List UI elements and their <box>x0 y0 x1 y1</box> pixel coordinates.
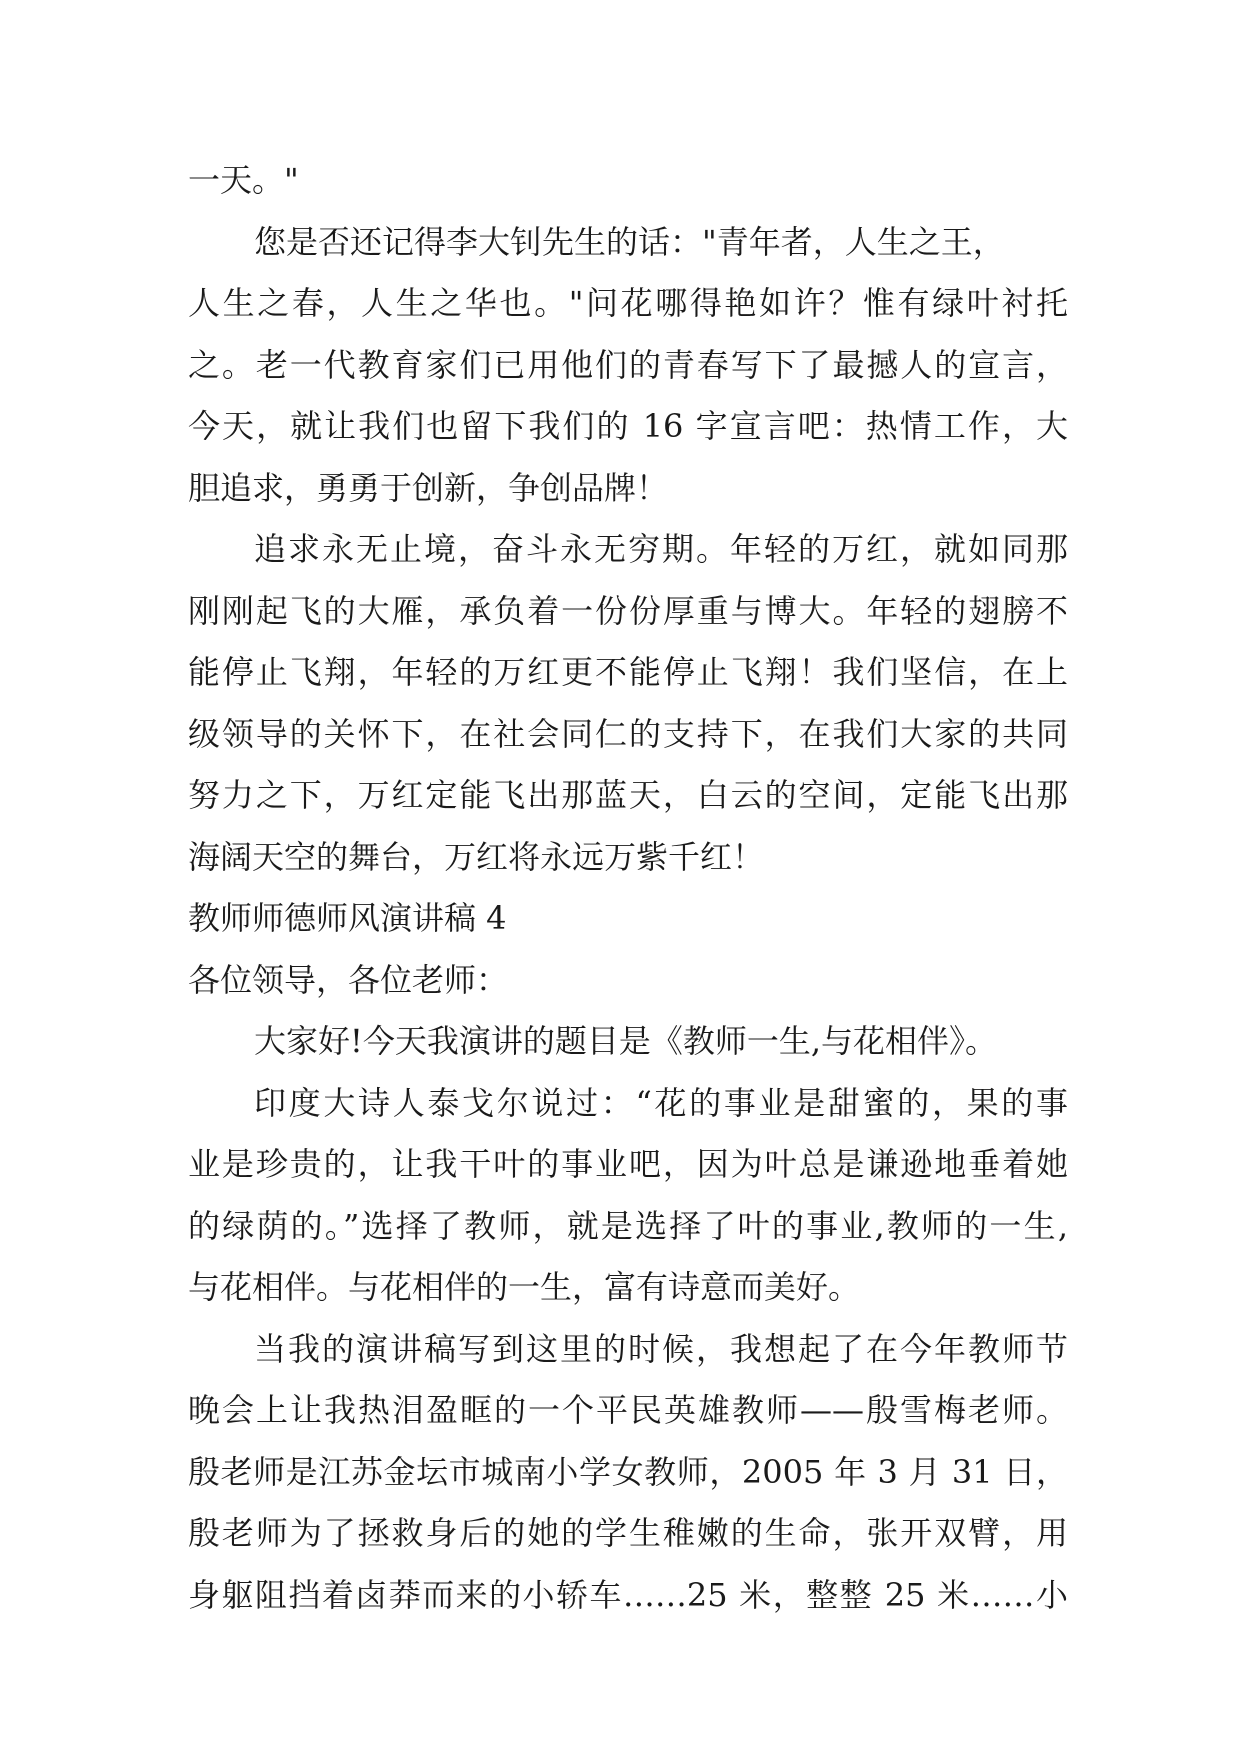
text-line: 大家好!今天我演讲的题目是《教师一生,与花相伴》。 <box>254 1022 998 1060</box>
text-line: 追求永无止境，奋斗永无穷期。年轻的万红，就如同那 <box>254 530 1068 568</box>
text-line: 努力之下，万红定能飞出那蓝天，白云的空间，定能飞出那 <box>188 776 1068 814</box>
text-line: 当我的演讲稿写到这里的时候，我想起了在今年教师节 <box>254 1329 1068 1368</box>
text-line: 一天。" <box>188 161 299 199</box>
salutation: 各位领导，各位老师： <box>188 960 509 999</box>
text-line: 晚会上让我热泪盈眶的一个平民英雄教师——殷雪梅老师。 <box>188 1391 1068 1429</box>
text-line: 刚刚起飞的大雁，承负着一份份厚重与博大。年轻的翅膀不 <box>188 591 1068 630</box>
section-heading: 教师师德师风演讲稿 4 <box>188 899 507 937</box>
text-line: 胆追求，勇勇于创新，争创品牌！ <box>188 468 669 507</box>
text-line: 之。老一代教育家们已用他们的青春写下了最撼人的宣言， <box>188 345 1068 384</box>
document-page <box>188 150 1068 1626</box>
text-line: 的绿荫的。”选择了教师，就是选择了叶的事业,教师的一生, <box>188 1206 1068 1245</box>
text-line: 与花相伴。与花相伴的一生，富有诗意而美好。 <box>188 1268 861 1306</box>
text-line: 能停止飞翔，年轻的万红更不能停止飞翔！我们坚信，在上 <box>188 653 1068 691</box>
text-line: 级领导的关怀下，在社会同仁的支持下，在我们大家的共同 <box>188 714 1068 753</box>
text-line: 殷老师是江苏金坛市城南小学女教师，2005 年 3 月 31 日， <box>188 1452 1068 1491</box>
text-line: 殷老师为了拯救身后的她的学生稚嫩的生命，张开双臂，用 <box>188 1514 1068 1552</box>
text-line: 业是珍贵的，让我干叶的事业吧，因为叶总是谦逊地垂着她 <box>188 1145 1068 1183</box>
text-line: 印度大诗人泰戈尔说过：“花的事业是甜蜜的，果的事 <box>254 1083 1068 1122</box>
text-line: 身躯阻挡着卤莽而来的小轿车……25 米，整整 25 米……小 <box>188 1575 1068 1614</box>
text-line: 人生之春，人生之华也。"问花哪得艳如许？惟有绿叶衬托 <box>188 284 1068 322</box>
text-line: 海阔天空的舞台，万红将永远万紫千红！ <box>188 837 765 876</box>
text-line: 您是否还记得李大钊先生的话："青年者，人生之王， <box>254 222 1005 261</box>
text-line: 今天，就让我们也留下我们的 16 字宣言吧：热情工作，大 <box>188 407 1068 445</box>
